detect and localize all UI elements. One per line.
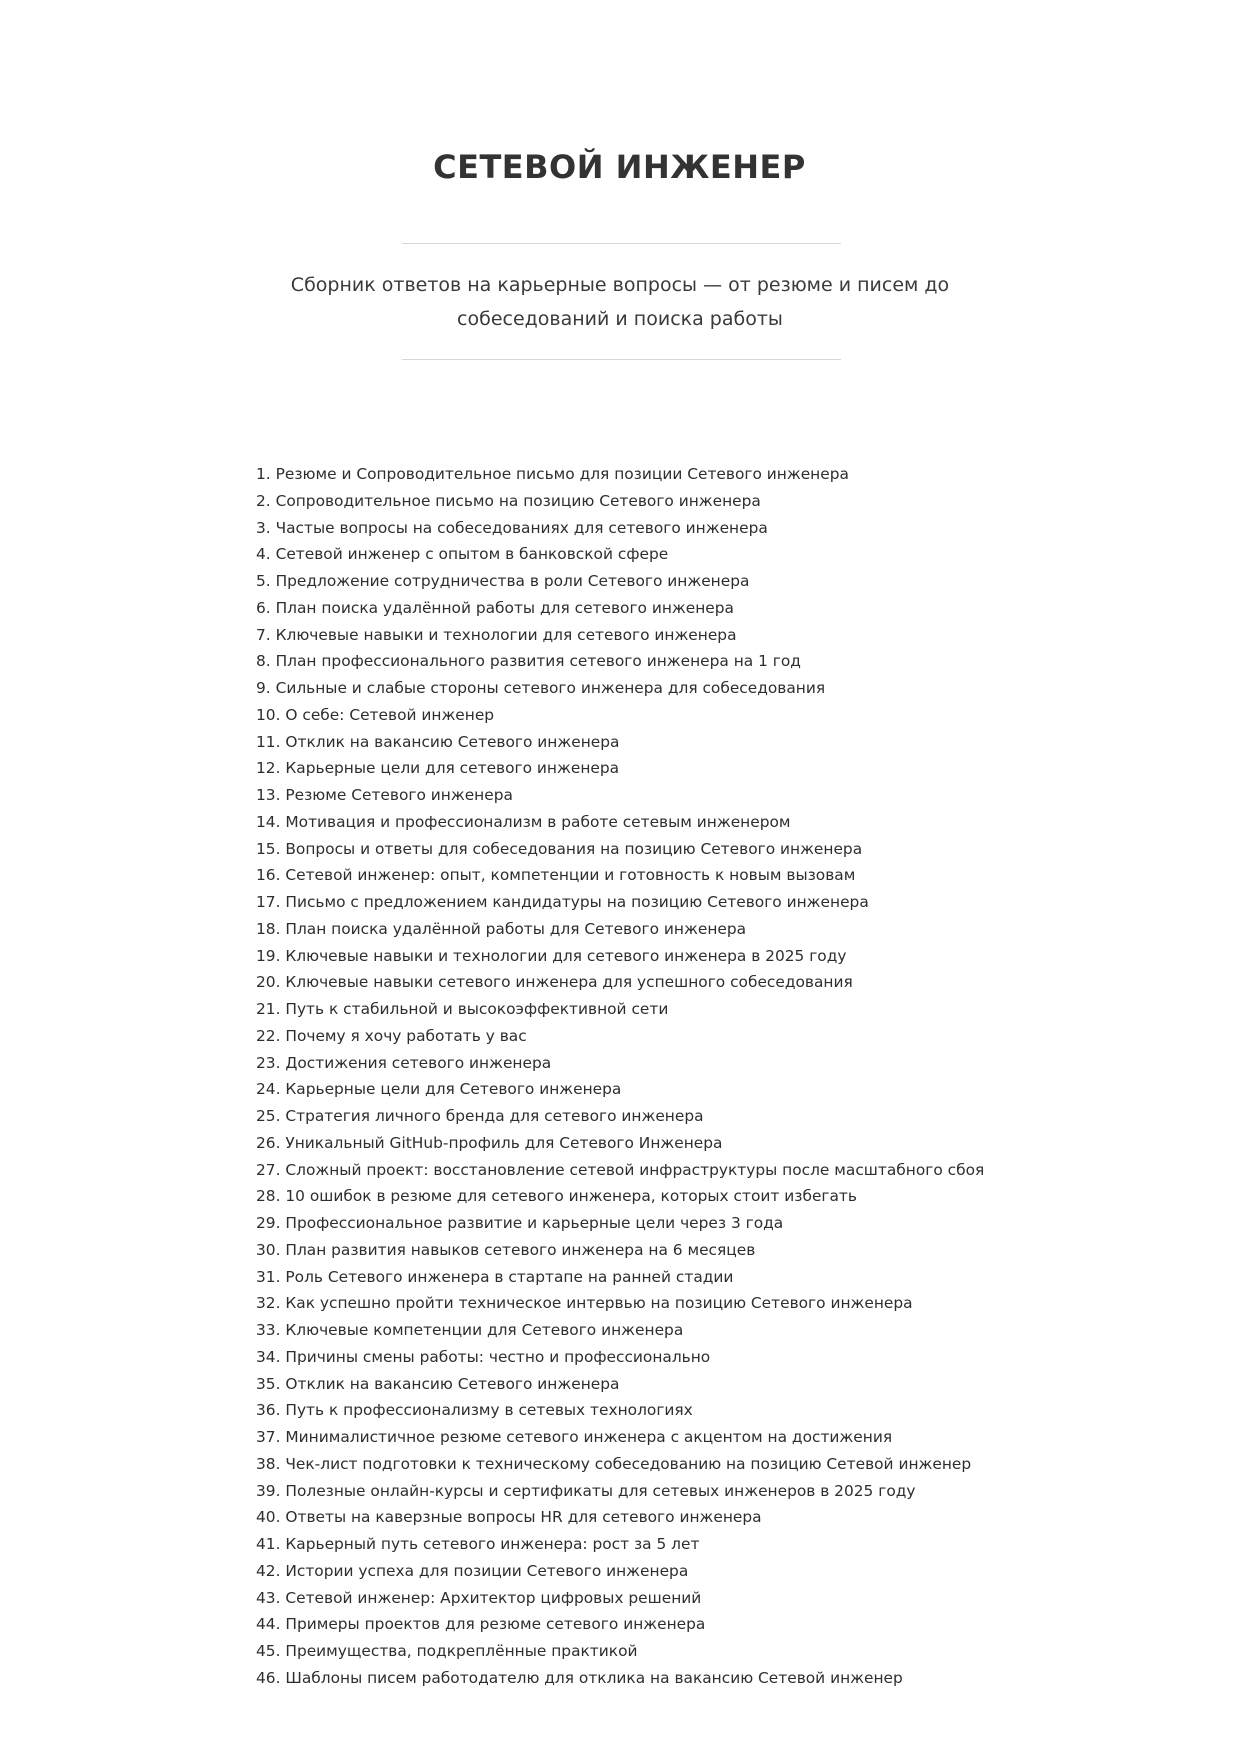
- toc-item[interactable]: 8. План профессионального развития сетевого инженера на 1 год: [256, 652, 801, 671]
- toc-item[interactable]: 46. Шаблоны писем работодателю для отклика на вакансию Сетевой инженер: [256, 1668, 903, 1687]
- toc-item[interactable]: 32. Как успешно пройти техническое интервью на позицию Сетевого инженера: [256, 1294, 913, 1313]
- toc-item[interactable]: 39. Полезные онлайн-курсы и сертификаты для сетевых инженеров в 2025 году: [256, 1481, 916, 1500]
- toc-item[interactable]: 33. Ключевые компетенции для Сетевого инженера: [256, 1321, 684, 1339]
- toc-item[interactable]: 2. Сопроводительное письмо на позицию Сетевого инженера: [256, 491, 761, 510]
- toc-item[interactable]: 31. Роль Сетевого инженера в стартапе на ранней стадии: [256, 1267, 734, 1286]
- toc-item[interactable]: 5. Предложение сотрудничества в роли Сетевого инженера: [256, 572, 750, 590]
- title-divider-top: [402, 243, 841, 244]
- page-subtitle: Сборник ответов на карьерные вопросы — от резюме и писем до собеседований и поиска работы: [290, 274, 950, 330]
- toc-item[interactable]: 43. Сетевой инженер: Архитектор цифровых решений: [256, 1588, 702, 1607]
- toc-item[interactable]: 18. План поиска удалённой работы для Сетевого инженера: [256, 919, 747, 938]
- toc-item[interactable]: 40. Ответы на каверзные вопросы HR для сетевого инженера: [256, 1508, 762, 1527]
- toc-item[interactable]: 21. Путь к стабильной и высокоэффективной сети: [256, 1000, 669, 1018]
- toc-item[interactable]: 35. Отклик на вакансию Сетевого инженера: [256, 1374, 620, 1393]
- toc-item[interactable]: 14. Мотивация и профессионализм в работе сетевым инженером: [256, 812, 791, 831]
- toc-item[interactable]: 38. Чек-лист подготовки к техническому собеседованию на позицию Сетевой инженер: [256, 1454, 972, 1473]
- toc-item[interactable]: 11. Отклик на вакансию Сетевого инженера: [256, 732, 620, 751]
- toc-item[interactable]: 6. План поиска удалённой работы для сетевого инженера: [256, 598, 734, 617]
- toc-item[interactable]: 30. План развития навыков сетевого инженера на 6 месяцев: [256, 1240, 756, 1259]
- toc-item[interactable]: 22. Почему я хочу работать у вас: [256, 1026, 527, 1045]
- toc-item[interactable]: 4. Сетевой инженер с опытом в банковской сфере: [256, 545, 669, 564]
- toc-item[interactable]: 42. Истории успеха для позиции Сетевого инженера: [256, 1561, 689, 1580]
- toc-item[interactable]: 37. Минималистичное резюме сетевого инженера с акцентом на достижения: [256, 1428, 893, 1446]
- toc-item[interactable]: 1. Резюме и Сопроводительное письмо для позиции Сетевого инженера: [256, 465, 849, 483]
- toc-item[interactable]: 19. Ключевые навыки и технологии для сетевого инженера в 2025 году: [256, 946, 847, 965]
- table-of-contents: [256, 461, 1156, 1692]
- toc-item[interactable]: 20. Ключевые навыки сетевого инженера для успешного собеседования: [256, 973, 853, 992]
- toc-item[interactable]: 10. О себе: Сетевой инженер: [256, 705, 495, 724]
- toc-item[interactable]: 7. Ключевые навыки и технологии для сетевого инженера: [256, 625, 737, 644]
- toc-item[interactable]: 29. Профессиональное развитие и карьерные цели через 3 года: [256, 1214, 784, 1232]
- toc-item[interactable]: 16. Сетевой инженер: опыт, компетенции и готовность к новым вызовам: [256, 866, 856, 885]
- title-divider-bottom: [402, 359, 841, 360]
- toc-item[interactable]: 34. Причины смены работы: честно и профессионально: [256, 1347, 711, 1366]
- toc-item[interactable]: 45. Преимущества, подкреплённые практикой: [256, 1642, 638, 1660]
- page-title: СЕТЕВОЙ ИНЖЕНЕР: [433, 148, 806, 186]
- toc-item[interactable]: 15. Вопросы и ответы для собеседования на позицию Сетевого инженера: [256, 839, 863, 858]
- toc-item[interactable]: 26. Уникальный GitHub-профиль для Сетевого Инженера: [256, 1133, 723, 1152]
- toc-item[interactable]: 12. Карьерные цели для сетевого инженера: [256, 759, 620, 778]
- toc-item[interactable]: 44. Примеры проектов для резюме сетевого инженера: [256, 1615, 706, 1634]
- toc-item[interactable]: 27. Сложный проект: восстановление сетевой инфраструктуры после масштабного сбоя: [256, 1160, 985, 1179]
- toc-item[interactable]: 41. Карьерный путь сетевого инженера: рост за 5 лет: [256, 1535, 700, 1553]
- toc-item[interactable]: 9. Сильные и слабые стороны сетевого инженера для собеседования: [256, 679, 826, 697]
- toc-item[interactable]: 23. Достижения сетевого инженера: [256, 1053, 552, 1072]
- toc-item[interactable]: 25. Стратегия личного бренда для сетевого инженера: [256, 1107, 704, 1125]
- toc-item[interactable]: 28. 10 ошибок в резюме для сетевого инженера, которых стоит избегать: [256, 1187, 857, 1206]
- toc-item[interactable]: 13. Резюме Сетевого инженера: [256, 786, 513, 804]
- toc-item[interactable]: 3. Частые вопросы на собеседованиях для сетевого инженера: [256, 518, 768, 537]
- toc-item[interactable]: 24. Карьерные цели для Сетевого инженера: [256, 1080, 622, 1099]
- toc-item[interactable]: 17. Письмо с предложением кандидатуры на позицию Сетевого инженера: [256, 893, 869, 911]
- toc-item[interactable]: 36. Путь к профессионализму в сетевых технологиях: [256, 1401, 693, 1420]
